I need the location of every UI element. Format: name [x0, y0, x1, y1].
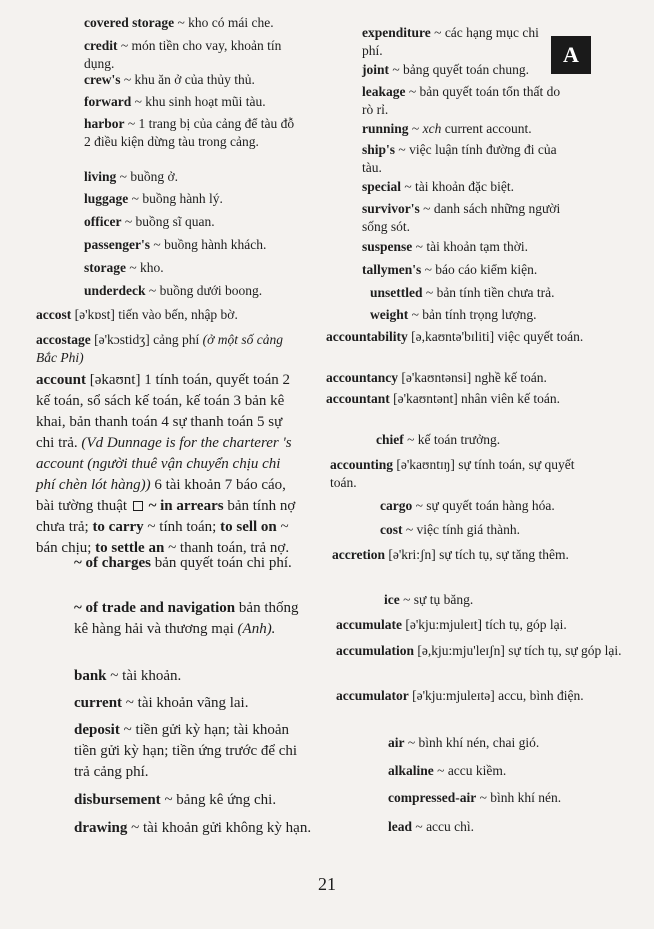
entry-accost: accost [ə'kɒst] tiến vào bến, nhập bờ.: [36, 307, 238, 322]
entry-accountant: accountant [ə'kaʊntənt] nhân viên kế toán.: [326, 391, 561, 406]
entry-chief: chief ~ kế toán trưởng.: [376, 432, 501, 447]
entry-accostage: accostage [ə'kɔstidʒ] cảng phí (ở một số cảng Bắc Phi): [36, 332, 283, 365]
entry-passengers: passenger's ~ buồng hành khách.: [84, 237, 267, 252]
entry-accumulation: accumulation [ə,kju:mju'leɪʃn] sự tích tụ, sự góp lại.: [336, 643, 622, 658]
letter-tab: A: [551, 36, 591, 74]
entry-underdeck: underdeck ~ buồng dưới boong.: [84, 283, 263, 298]
entry-officer: officer ~ buồng sĩ quan.: [84, 214, 215, 229]
entry-suspense: suspense ~ tài khoản tạm thời.: [362, 239, 528, 254]
entry-expenditure: expenditure ~ các hạng mục chi phí.: [362, 25, 539, 58]
entry-running: running ~ xch current account.: [362, 121, 532, 136]
entry-disbursement: disbursement ~ bảng kê ứng chi.: [74, 792, 277, 808]
entry-account: account [əkaʊnt] 1 tính toán, quyết toán 2 kế toán, sổ sách kế toán, kế toán 3 bản kê khai, bản thanh toán 4 sự thanh toán 5 sự chi trả. (Vd Dunnage is for the charterer 's account (người thuê vận chuyển chịu chi phí chèn lót hàng)) 6 tài khoản 7 báo cáo, bài tường thuật ~ in arrears bản tính nợ chưa trả; to carry ~ tính toán; to sell on ~ bán chịu; to settle an ~ thanh toán, trả nợ.: [36, 372, 296, 556]
entry-bank: bank ~ tài khoản.: [74, 668, 182, 684]
entry-of-trade-and-navigation: ~ of trade and navigation bản thống kê hàng hải và thương mại (Anh).: [74, 600, 299, 637]
entry-storage: storage ~ kho.: [84, 260, 164, 275]
entry-air: air ~ bình khí nén, chai gió.: [388, 735, 540, 750]
entry-of-charges: ~ of charges bản quyết toán chi phí.: [74, 555, 292, 571]
entry-accretion: accretion [ə'kri:ʃn] sự tích tụ, sự tăng thêm.: [332, 547, 569, 562]
entry-forward: forward ~ khu sinh hoạt mũi tàu.: [84, 94, 266, 109]
entry-compressed-air: compressed-air ~ bình khí nén.: [388, 790, 562, 805]
entry-luggage: luggage ~ buồng hành lý.: [84, 191, 223, 206]
entry-cost: cost ~ việc tính giá thành.: [380, 522, 521, 537]
entry-accounting: accounting [ə'kaʊntɪŋ] sự tính toán, sự quyết toán.: [330, 457, 575, 490]
entry-accumulate: accumulate [ə'kju:mjuleɪt] tích tụ, góp lại.: [336, 617, 567, 632]
entry-survivors: survivor's ~ danh sách những người sống sót.: [362, 201, 561, 234]
entry-current: current ~ tài khoản vãng lai.: [74, 695, 249, 711]
entry-crews: crew's ~ khu ăn ở của thủy thủ.: [84, 72, 255, 87]
entry-unsettled: unsettled ~ bản tính tiền chưa trả.: [370, 285, 555, 300]
entry-alkaline: alkaline ~ accu kiềm.: [388, 763, 507, 778]
entry-joint: joint ~ bảng quyết toán chung.: [362, 62, 530, 77]
page-number: 21: [318, 874, 336, 894]
entry-ships: ship's ~ việc luận tính đường đi của tàu.: [362, 142, 557, 175]
entry-cargo: cargo ~ sự quyết toán hàng hóa.: [380, 498, 555, 513]
entry-living: living ~ buồng ở.: [84, 169, 178, 184]
entry-leakage: leakage ~ bản quyết toán tổn thất do rò rỉ.: [362, 84, 561, 117]
entry-covered-storage: covered storage ~ kho có mái che.: [84, 15, 274, 30]
entry-accumulator: accumulator [ə'kju:mjuleɪtə] accu, bình điện.: [336, 688, 584, 703]
entry-harbor: harbor ~ 1 trang bị của cảng để tàu đỗ 2 điều kiện dừng tàu trong cảng.: [84, 116, 295, 149]
entry-accountancy: accountancy [ə'kaʊntənsi] nghề kế toán.: [326, 370, 547, 385]
entry-tallymens: tallymen's ~ báo cáo kiểm kiện.: [362, 262, 538, 277]
entry-ice: ice ~ sự tụ băng.: [384, 592, 474, 607]
entry-drawing: drawing ~ tài khoản gửi không kỳ hạn.: [74, 820, 312, 836]
entry-special: special ~ tài khoản đặc biệt.: [362, 179, 515, 194]
entry-lead: lead ~ accu chì.: [388, 819, 475, 834]
entry-credit: credit ~ món tiền cho vay, khoản tín dụng.: [84, 38, 282, 71]
entry-accountability: accountability [ə,kaʊntə'bɪliti] việc quyết toán.: [326, 329, 584, 344]
entry-weight: weight ~ bản tính trọng lượng.: [370, 307, 537, 322]
entry-deposit: deposit ~ tiền gửi kỳ hạn; tài khoản tiền gửi kỳ hạn; tiền ứng trước để chi trả cảng phí.: [74, 722, 298, 780]
square-symbol-icon: [133, 501, 143, 511]
